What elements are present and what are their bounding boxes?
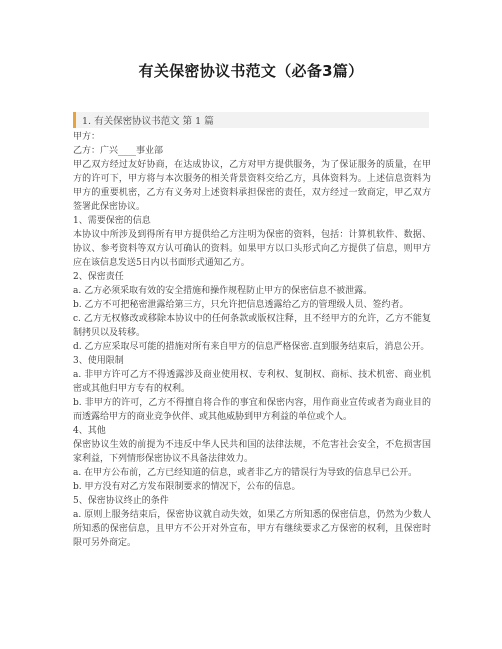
document-title: 有关保密协议书范文（必备3篇）	[138, 62, 364, 80]
paragraph: c. 乙方无权修改或移除本协议中的任何条款或版权注释，且不经甲方的允许，乙方不能复制拷贝以及转移。	[73, 314, 431, 338]
paragraph: 保密协议生效的前提为不违反中华人民共和国的法律法规，不危害社会安全，不危损害国家利益，下列情形保密协议不具备法律效力。	[73, 440, 431, 464]
paragraph: a. 在甲方公布前，乙方已经知道的信息，或者非乙方的错误行为导致的信息早已公开。	[73, 468, 418, 478]
paragraph: a. 原则上服务结束后，保密协议就自动失效，如果乙方所知悉的保密信息，仍然为少数人所知悉的保密信息，且甲方不公开对外宣布，甲方有继续要求乙方保密的权利，且保密时限可另外商定。	[73, 510, 431, 548]
document-body	[73, 130, 431, 550]
section-accent-bar	[73, 112, 76, 128]
paragraph: 本协议中所涉及到得所有甲方提供给乙方注明为保密的资料，包括：计算机软件、数据、协议、参考资料等双方认可确认的资料。如果甲方以口头形式向乙方提供了信息，则甲方应在该信息发送5日内以书面形式通知乙方。	[73, 230, 431, 268]
heading-1: 1、需要保密的信息	[73, 216, 151, 226]
paragraph: 甲乙双方经过友好协商，在达成协议，乙方对甲方提供服务，为了保证服务的质量，在甲方的许可下，甲方将与本次服务的相关背景资料交给乙方，具体资料为。上述信息资料为甲方的重要机密，乙方有义务对上述资料承担保密的责任，双方经过一致商定，甲乙双方签署此保密协议。	[73, 160, 431, 212]
paragraph: 甲方：	[73, 132, 101, 142]
paragraph: b. 乙方不可把秘密泄露给第三方，只允许把信息透露给乙方的管理级人员、签约者。	[73, 300, 409, 310]
heading-2: 2、保密责任	[73, 272, 124, 282]
paragraph: b. 甲方没有对乙方发布限制要求的情况下，公布的信息。	[73, 482, 301, 492]
paragraph: d. 乙方应采取尽可能的措施对所有来自甲方的信息严格保密.直到服务结束后，消息公开。	[73, 342, 430, 352]
heading-4: 4、其他	[73, 426, 106, 436]
paragraph: 乙方：广兴____事业部	[73, 146, 164, 156]
heading-3: 3、使用限制	[73, 356, 124, 366]
section-header	[73, 112, 429, 128]
paragraph: a. 乙方必须采取有效的安全措施和操作规程防止甲方的保密信息不被泄露。	[73, 286, 373, 296]
paragraph: b. 非甲方的许可，乙方不得擅自将合作的事宜和保密内容，用作商业宣传或者为商业目的而透露给甲方的商业竞争伙伴、或其他威胁到甲方利益的单位或个人。	[73, 398, 431, 422]
heading-5: 5、保密协议终止的条件	[73, 496, 169, 506]
section-label: 1. 有关保密协议书范文 第 1 篇	[82, 116, 214, 127]
paragraph: a. 非甲方许可乙方不得透露涉及商业使用权、专利权、复制权、商标、技术机密、商业机密或其他归甲方专有的权利。	[73, 370, 431, 394]
